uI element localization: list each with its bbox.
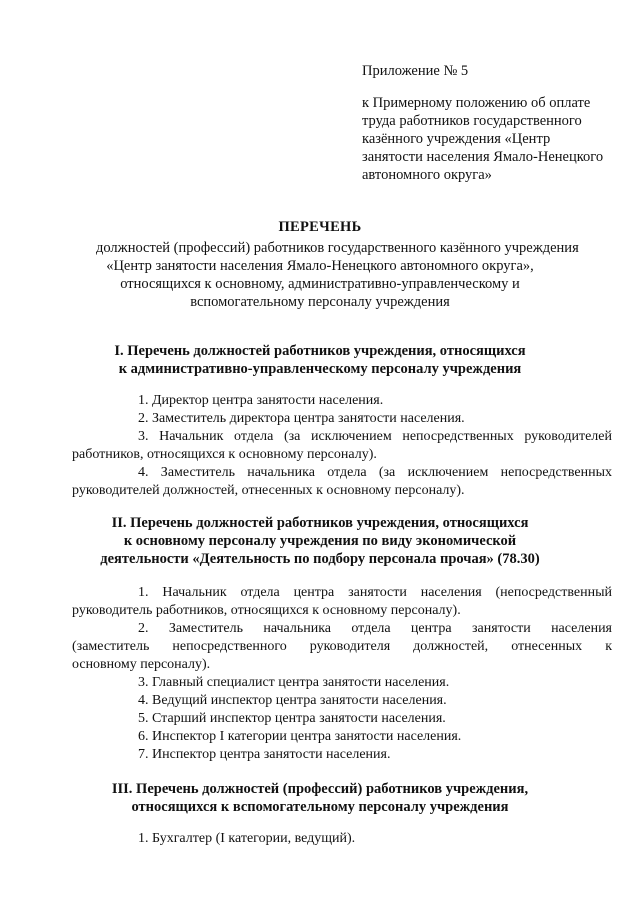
item-line: работников, относящихся к основному персоналу). <box>72 447 377 462</box>
document-title-block <box>96 218 579 311</box>
section-heading-line: деятельности «Деятельность по подбору персонала прочая» (78.30) <box>100 551 540 567</box>
item-line: руководителей должностей, отнесенных к основному персоналу). <box>72 483 465 498</box>
item-line: 1. Начальник отдела центра занятости населения (непосредственный <box>138 585 612 600</box>
item-line: 5. Старший инспектор центра занятости населения. <box>138 711 446 726</box>
list-item <box>72 392 612 410</box>
list-item <box>72 728 612 746</box>
list-item <box>72 692 612 710</box>
document-subtitle-line: вспомогательному персоналу учреждения <box>190 294 450 310</box>
section-2-heading <box>70 514 570 568</box>
document-subtitle-line: «Центр занятости населения Ямало-Ненецкого автономного округа», <box>106 258 534 274</box>
list-item <box>72 620 612 674</box>
section-heading-line: II. Перечень должностей работников учреждения, относящихся <box>111 515 529 531</box>
list-item <box>72 710 612 728</box>
appendix-line: казённого учреждения «Центр <box>362 131 551 147</box>
section-heading-line: III. Перечень должностей (профессий) работников учреждения, <box>111 781 529 797</box>
list-item <box>72 674 612 692</box>
item-line: 6. Инспектор I категории центра занятости населения. <box>138 729 462 744</box>
appendix-line: автономного округа» <box>362 167 492 183</box>
list-item <box>72 464 612 500</box>
appendix-line: к Примерному положению об оплате <box>362 95 591 111</box>
item-line: 4. Ведущий инспектор центра занятости населения. <box>138 693 447 708</box>
item-line: основному персоналу). <box>72 657 211 672</box>
list-item <box>72 830 612 848</box>
item-line: 1. Бухгалтер (I категории, ведущий). <box>138 831 356 846</box>
list-item <box>72 746 612 764</box>
section-heading-line: относящихся к вспомогательному персоналу учреждения <box>131 799 509 815</box>
item-line: 7. Инспектор центра занятости населения. <box>138 747 391 762</box>
appendix-line: труда работников государственного <box>362 113 582 129</box>
item-line: (заместитель непосредственного руководителя должностей, отнесенных к <box>72 639 612 654</box>
document-subtitle-line: относящихся к основному, административно-управленческому и <box>120 276 520 292</box>
item-line: 1. Директор центра занятости населения. <box>138 393 384 408</box>
appendix-title: Приложение № 5 <box>362 63 469 79</box>
list-item <box>72 410 612 428</box>
item-line: 3. Начальник отдела (за исключением непосредственных руководителей <box>138 429 612 444</box>
section-3-heading <box>70 780 570 816</box>
item-line: 2. Заместитель начальника отдела центра занятости населения <box>138 621 612 636</box>
item-line: 2. Заместитель директора центра занятости населения. <box>138 411 465 426</box>
section-heading-line: к основному персоналу учреждения по виду экономической <box>123 533 517 549</box>
section-heading-line: I. Перечень должностей работников учреждения, относящихся <box>114 343 526 359</box>
document-title: ПЕРЕЧЕНЬ <box>278 219 362 235</box>
appendix-block <box>362 62 624 184</box>
section-heading-line: к административно-управленческому персоналу учреждения <box>118 361 522 377</box>
list-item <box>72 584 612 620</box>
item-line: 4. Заместитель начальника отдела (за исключением непосредственных <box>138 465 612 480</box>
section-1-heading <box>70 342 570 378</box>
item-line: руководитель работников, относящихся к основному персоналу). <box>72 603 461 618</box>
list-item <box>72 428 612 464</box>
appendix-line: занятости населения Ямало-Ненецкого <box>362 149 604 165</box>
item-line: 3. Главный специалист центра занятости населения. <box>138 675 450 690</box>
document-subtitle-line: должностей (профессий) работников государственного казённого учреждения <box>96 240 579 256</box>
